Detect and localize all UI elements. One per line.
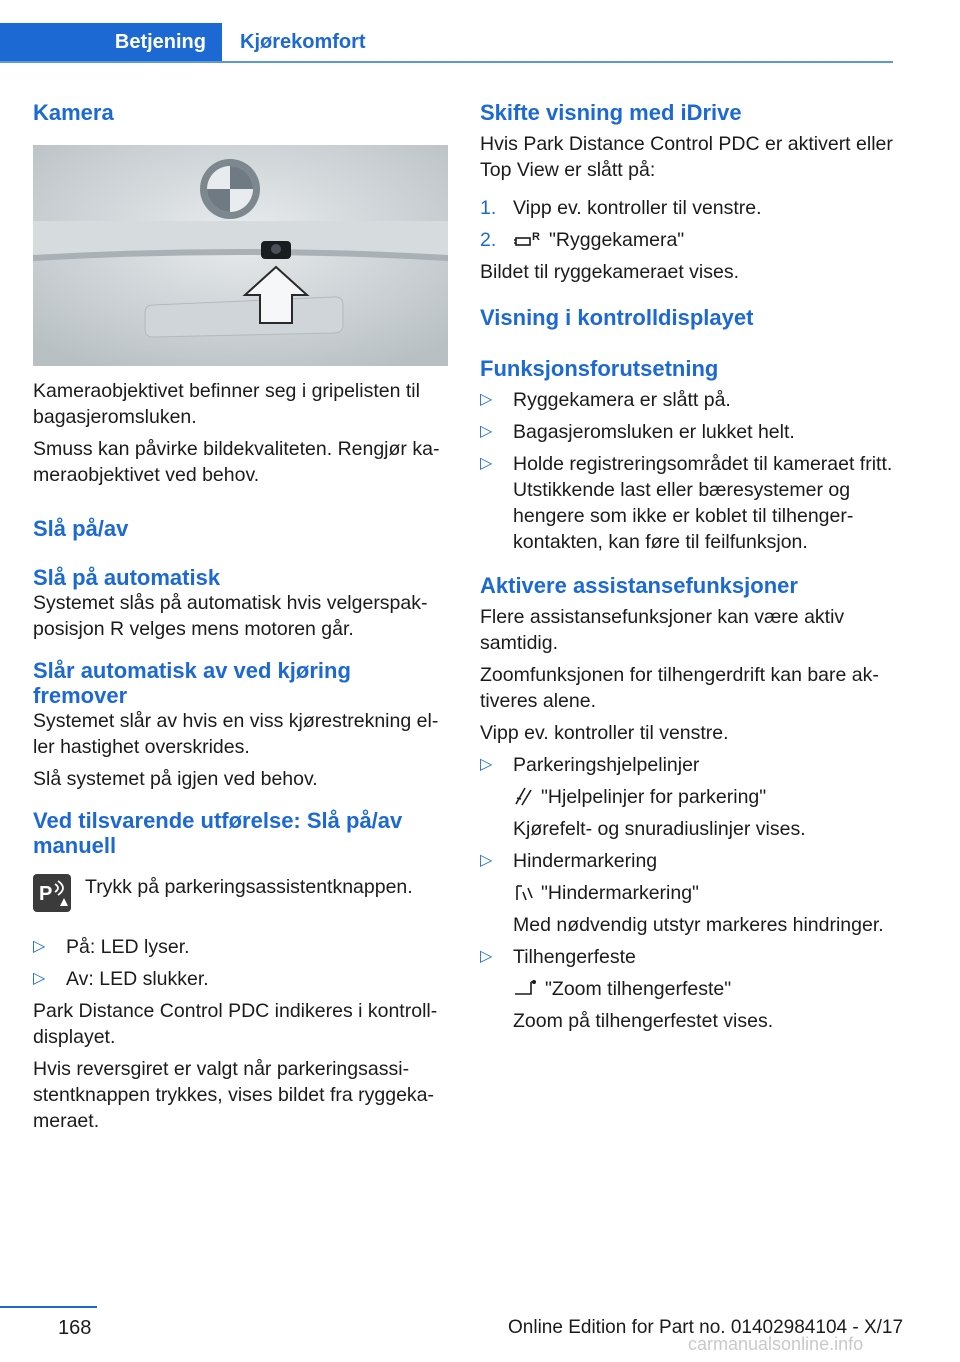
- para-zoom-alone: Zoomfunksjonen for tilhengerdrift kan bare aktiveres alene.: [480, 664, 879, 712]
- heading-kamera: Kamera: [33, 100, 114, 125]
- trailer-hitch-icon: [513, 978, 539, 998]
- para-press-button: Trykk på parkeringsassistentknappen.: [85, 876, 413, 898]
- heading-skifte-visning: Skifte visning med iDrive: [480, 100, 742, 125]
- assist-list: [480, 752, 900, 1034]
- heading-visning-kontrolldisplay: Visning i kontrolldisplayet: [480, 305, 754, 330]
- para-multiple-active: Flere assistansefunksjoner kan være aktiv samtidig.: [480, 606, 845, 654]
- svg-text:P: P: [39, 883, 53, 905]
- page-number: 168: [58, 1317, 92, 1339]
- list-item: ▷ Av: LED slukker.: [33, 968, 209, 990]
- bullet-triangle-icon: ▷: [480, 756, 493, 773]
- right-column: [480, 100, 900, 1040]
- para-reverse-gear: Hvis reversgiret er valgt når parkeringsassistentknappen trykkes, vises bildet fra ryggekameraet.: [33, 1058, 435, 1132]
- para-auto-off: Systemet slår av hvis en viss kjørestrekning eller hastighet overskrides.: [33, 710, 439, 758]
- heading-slar-av-auto: Slår automatisk av ved kjøring fremover: [33, 658, 351, 708]
- para-image-shown: Bildet til ryggekameraet vises.: [480, 261, 740, 283]
- footer-rule: [0, 1306, 97, 1308]
- para-pdc-active: Hvis Park Distance Control PDC er aktivert eller Top View er slått på:: [480, 133, 893, 181]
- bullet-triangle-icon: ▷: [33, 970, 46, 987]
- steps-list: [480, 195, 900, 253]
- list-item: ▷ På: LED lyser.: [33, 936, 190, 958]
- guide-lines-icon: [513, 786, 535, 806]
- heading-manuell: Ved tilsvarende utførelse: Slå på/av manuell: [33, 808, 403, 858]
- svg-text:R: R: [532, 231, 540, 243]
- watermark: carmanualsonline.info: [688, 1334, 864, 1354]
- conditions-list: [480, 387, 900, 555]
- camera-photo: [33, 145, 448, 366]
- para-auto-on: Systemet slås på automatisk hvis velgerspakposisjon R velges mens motoren går.: [33, 592, 428, 640]
- list-item: ▷ Hindermarkering "Hindermarkering" Med nødvendig utstyr markeres hindringer.: [480, 850, 884, 936]
- edition-text: Online Edition for Part no. 01402984104 - X/17: [508, 1317, 904, 1338]
- heading-sla-pa-av: Slå på/av: [33, 516, 129, 541]
- para-pdc-indicated: Park Distance Control PDC indikeres i kontrolldisplayet.: [33, 1000, 438, 1048]
- bullet-triangle-icon: ▷: [480, 455, 493, 472]
- list-item: ▷ Ryggekamera er slått på.: [480, 389, 731, 411]
- bullet-triangle-icon: ▷: [480, 423, 493, 440]
- para-camera-location: Kameraobjektivet befinner seg i gripelisten til bagasjeromsluken.: [33, 380, 420, 428]
- heading-funksjonsforutsetning: Funksjonsforutsetning: [480, 356, 719, 381]
- heading-sla-pa-automatisk: Slå på automatisk: [33, 565, 221, 590]
- parking-assist-button-icon: [33, 874, 71, 912]
- para-dirt: Smuss kan påvirke bildekvaliteten. Rengjør kameraobjektivet ved behov.: [33, 438, 440, 486]
- para-tilt-left: Vipp ev. kontroller til venstre.: [480, 722, 729, 744]
- list-item: ▷ Holde registreringsområdet til kameraet fritt. Utstikkende last eller bæresystemer og hengere som ikke er koblet til tilhengerkontakten, kan føre til feilfunksjon.: [480, 453, 893, 553]
- list-item: ▷ Bagasjeromsluken er lukket helt.: [480, 421, 795, 443]
- obstacle-marking-icon: [513, 882, 535, 902]
- list-item: ▷ Tilhengerfeste "Zoom tilhengerfeste" Zoom på tilhengerfestet vises.: [480, 946, 774, 1032]
- list-item: ▷ Parkeringshjelpelinjer "Hjelpelinjer for parkering" Kjørefelt- og snuradiuslinjer vises.: [480, 754, 806, 840]
- led-list: [33, 934, 448, 992]
- para-turn-on-again: Slå systemet på igjen ved behov.: [33, 768, 318, 790]
- bullet-triangle-icon: ▷: [480, 852, 493, 869]
- left-column: [33, 100, 448, 1140]
- bullet-triangle-icon: ▷: [33, 938, 46, 955]
- tab-kjorekomfort[interactable]: Kjørekomfort: [240, 31, 366, 53]
- heading-aktivere-assistanse: Aktivere assistansefunksjoner: [480, 573, 798, 598]
- chapter-tabs: [0, 23, 893, 63]
- bullet-triangle-icon: ▷: [480, 391, 493, 408]
- list-item: 2. R "Ryggekamera": [480, 229, 685, 251]
- rear-camera-icon: [513, 229, 543, 249]
- list-item: 1. Vipp ev. kontroller til venstre.: [480, 197, 762, 219]
- parking-button-row: [33, 874, 448, 912]
- tab-betjening[interactable]: Betjening: [0, 23, 222, 61]
- bullet-triangle-icon: ▷: [480, 948, 493, 965]
